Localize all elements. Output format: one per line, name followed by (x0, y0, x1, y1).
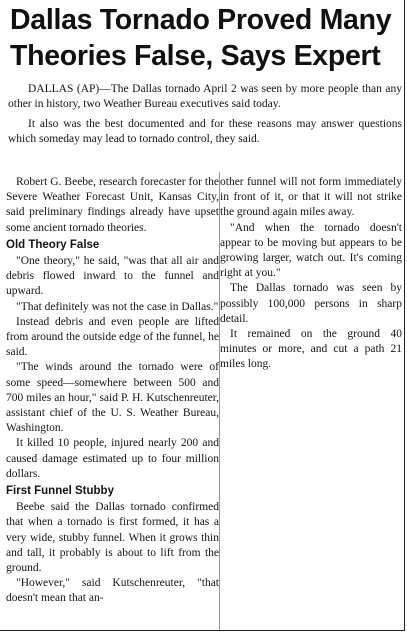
lead-paragraph-2: It also was the best documented and for these reasons may answer questions which someday may lead to tornado control, they said. (8, 117, 402, 146)
right-paragraph-1: other funnel will not form immediately in front of it, or that it will not strike the ground again miles away. (220, 176, 402, 219)
left-paragraph-6: It killed 10 people, injured nearly 200 and caused damage estimated up to four million dollars. (6, 437, 219, 480)
left-paragraph-7: Beebe said the Dallas tornado confirmed that when a tornado is first formed, it has a very wide, stubby funnel. When it grows thin and tall, it probably is about to lift from the ground. (6, 501, 219, 575)
left-paragraph-3: "That definitely was not the case in Dallas." (16, 300, 219, 313)
lead-section (8, 82, 402, 148)
right-paragraph-3: The Dallas tornado was seen by possibly 100,000 persons in sharp detail. (220, 282, 402, 325)
right-paragraph-2: "And when the tornado doesn't appear to be moving but appears to be growing larger, watch out. It's coming right at you." (220, 221, 402, 280)
left-paragraph-4: Instead debris and even people are lifted from around the outside edge of the funnel, he said. (6, 315, 220, 359)
right-column (220, 175, 402, 373)
left-paragraph-5: "The winds around the tornado were of some speed—somewhere between 500 and 700 miles an hour," said P. H. Kutschenreuter, assistant chief of the U. S. Weather Bureau, Washington. (6, 361, 219, 435)
headline-line-1: Dallas Tornado Proved Many (10, 4, 392, 36)
left-paragraph-1: Robert G. Beebe, research forecaster for the Severe Weather Forecast Unit, Kansas City, said preliminary findings already have upset some ancient tornado theories. (6, 176, 219, 234)
left-paragraph-2: "One theory," he said, "was that all air and debris flowed inward to the funnel and upward. (6, 255, 219, 298)
headline (10, 2, 402, 74)
lead-paragraph-1: DALLAS (AP)—The Dallas tornado April 2 was seen by more people than any other in history, two Weather Bureau executives said today. (8, 83, 402, 111)
left-column (6, 175, 219, 607)
subhead-first-funnel: First Funnel Stubby (6, 485, 114, 498)
subhead-old-theory: Old Theory False (6, 238, 100, 251)
headline-line-2: Theories False, Says Expert (10, 40, 381, 72)
left-paragraph-8: "However," said Kutschenreuter, "that doesn't mean that an- (6, 577, 219, 605)
right-paragraph-4: It remained on the ground 40 minutes or more, and cut a path 21 miles long. (220, 328, 402, 371)
